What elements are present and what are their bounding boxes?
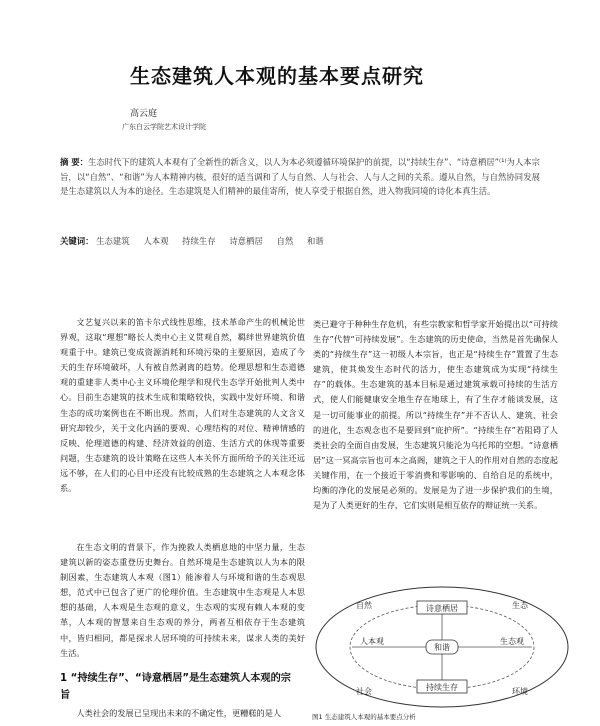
paper-title: 生态建筑人本观的基本要点研究	[130, 64, 424, 88]
author-name: 高云庭	[130, 109, 158, 119]
abstract	[60, 155, 540, 199]
label-nature: 自然	[356, 601, 372, 610]
keyword: 和谐	[306, 236, 324, 246]
label-ecology: 生态	[512, 601, 528, 610]
figure-diagram	[312, 582, 572, 712]
label-sustainable-survival: 持续生存	[426, 683, 458, 692]
keyword: 人本观	[143, 236, 169, 246]
abstract-label: 摘 要：	[60, 157, 89, 167]
keywords-label: 关键词：	[60, 236, 94, 246]
label-environment: 环境	[512, 687, 528, 696]
label-center: 和谐	[434, 643, 450, 652]
keyword: 诗意栖居	[229, 236, 263, 246]
section-heading: 1 “持续生存”、“诗意栖居”是生态建筑人本观的宗旨	[60, 673, 291, 701]
body-paragraph	[313, 317, 558, 513]
paragraph-text: 人类社会的发展已呈现出未来的不确定性，更糟糕的是人	[76, 708, 282, 718]
keyword: 生态建筑	[96, 236, 130, 246]
paragraph-text: 类已避守于种种生存危机，有些宗教家和哲学家开始提出以“可持续生存”代替“可持续发展”。生态建筑的历史使命，当然是首先确保人类的“持续生存”这一初级人本宗旨，也正是“持续生存”置置了生态建筑，使其焕发生态时代的活力，使生态建筑成为实现“持续生存”的载体。生态建筑的基本目标是通过建筑承载可持续的生活方式，使人们能健康安全地生存在地球上，有了生存才能谈发展，这是一切可能事业的前提。所以“持续生存”并不否认人、建筑、社会的进化，生态观念也不是要回到“庇护所”。“持续生存”若阻碍了人类社会的全面自由发展，生态建筑只能沦为乌托邦的空想。“诗意栖居”这一冥高宗旨也可本之高阁，建筑之于人的作用对自然的态度起关键作用，在一个接近于零消费和零影响的、自给自足的系统中，均衡的净化的发展是必须的。发展是为了进一步保护我们的生境，是为了人类更好的生存，它们实则是相互依存的辩证统一关系。	[313, 319, 558, 511]
body-paragraph	[60, 706, 305, 721]
keyword: 自然	[276, 236, 294, 246]
paragraph-text: 文艺复兴以来的笛卡尔式线性思维，技术革命产生的机械论世界观，这取“理想”略长人类中心主义贯观自然，羁绊世界建筑价值观重于中。建筑已变成资源消耗和环境污染的主要原因，造成了今天的生存环境破坏，人有被自然剥离的趋势。伦理思想和生态道德观的重建非人类中心主义环境伦理学和现代生态学开始批判人类中心。目前生态建筑的技术生成和策略较快，实践中发好环境、和谐生态的成功案例也在不断出现。然而，人们对生态建筑的人文含义研究却较少，关于文化内涵的要观、心理结构的对位、精神情感的反映、伦理道德的构建、经济效益的创造、生活方式的休现等重要问题，生态建筑的设计策略在这些人本关怀方面所给予的关注还远远不够，在人们的心目中还没有比较成熟的生态建筑之人本观念体系。	[60, 317, 305, 494]
figure-caption: 图1 生态建筑人本观的基本要点分析	[312, 713, 416, 721]
label-side-left: 人本观	[360, 637, 384, 646]
keyword: 持续生存	[182, 236, 216, 246]
label-side-right: 生态观	[500, 637, 524, 646]
label-poetic-dwelling: 诗意栖居	[426, 604, 458, 613]
body-paragraph	[60, 540, 305, 661]
abstract-text: 生态时代下的建筑人本观有了全新性的新含义，以人为本必须遵循环境保护的前提，以“持续生存”、“诗意栖居”⁽¹⁾为人本宗旨，以“自然”、“和谐”为人本精神内核，很好的适当调和了人与自然、人与社会、人与人之间的关系。遵从自然，与自然协同发展是生态建筑以人为本的途径。生态建筑是人们精神的最佳寄所，使人享受于根据自然，进入物我同境的诗化本真生活。	[60, 157, 540, 197]
author-affiliation: 广东白云学院艺术设计学院	[122, 123, 206, 131]
paragraph-text: 在生态文明的背景下，作为挽救人类栖息地的中坚力量，生态建筑以新的姿态重登历史舞台。自然环境是生态建筑以人为本的限制因素，生态建筑人本观（图1）能渗着人与环境和谐的生态观思想，范式中已包含了更广的伦理价值。生态建筑中生态观是人本思想的基础，人本观是生态观的意义，生态观的实现有赖人本观的变革，人本观的智慧来自生态观的养分，两者互相依存于生态建筑中，皆归相同，都是探求人居环境的可持续未来，谋求人类的美好生活。	[60, 542, 305, 658]
keywords	[60, 235, 335, 247]
label-society: 社会	[356, 687, 372, 696]
body-paragraph	[60, 315, 305, 496]
